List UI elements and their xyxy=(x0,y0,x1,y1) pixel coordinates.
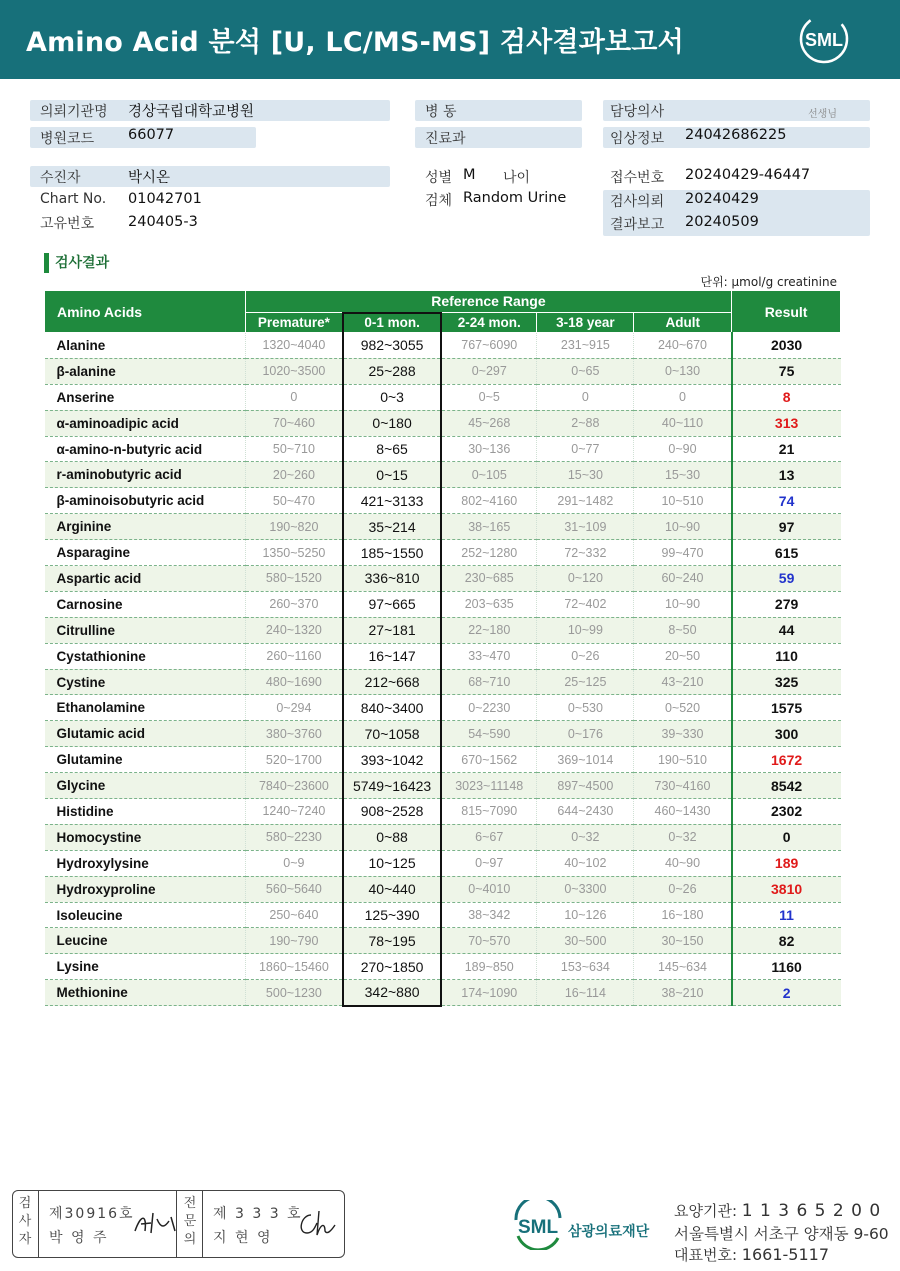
table-row xyxy=(45,721,841,747)
institution-code-value: 1 1 3 6 5 2 0 0 xyxy=(741,1201,882,1221)
reference-range-cell: 10~90 xyxy=(634,591,732,617)
reference-range-cell: 1320~4040 xyxy=(245,333,343,359)
tester-name: 박 영 주 xyxy=(49,1230,109,1246)
doctor-label: 담당의사 xyxy=(610,104,665,120)
reference-range-cell: 15~30 xyxy=(537,462,634,488)
result-value: 300 xyxy=(732,721,841,747)
reference-range-cell: 38~342 xyxy=(441,902,537,928)
reference-range-cell: 153~634 xyxy=(537,954,634,980)
table-row xyxy=(45,514,841,540)
reference-range-cell: 231~915 xyxy=(537,333,634,359)
amino-acid-name: β-aminoisobutyric acid xyxy=(45,488,246,514)
reference-range-cell: 802~4160 xyxy=(441,488,537,514)
amino-acid-name: Hydroxyproline xyxy=(45,876,246,902)
amino-acid-name: Leucine xyxy=(45,928,246,954)
reference-range-cell: 0 xyxy=(537,384,634,410)
reference-range-cell: 185~1550 xyxy=(343,540,441,566)
amino-acid-name: Glutamic acid xyxy=(45,721,246,747)
specialist-license: 제 3 3 3 호 xyxy=(213,1206,303,1222)
report-header xyxy=(0,0,900,79)
reference-range-cell: 145~634 xyxy=(634,954,732,980)
reference-range-cell: 189~850 xyxy=(441,954,537,980)
reference-range-cell: 240~670 xyxy=(634,333,732,359)
reference-range-cell: 10~90 xyxy=(634,514,732,540)
result-value: 1160 xyxy=(732,954,841,980)
result-value: 2030 xyxy=(732,333,841,359)
reference-range-cell: 250~640 xyxy=(245,902,343,928)
header-logo-text: SML xyxy=(805,30,843,50)
institution-value: 경상국립대학교병원 xyxy=(128,104,255,120)
reference-range-cell: 212~668 xyxy=(343,669,441,695)
hospital-code-label: 병원코드 xyxy=(40,131,95,147)
reference-range-cell: 0~4010 xyxy=(441,876,537,902)
specialist-vertical-label: 전 문 의 xyxy=(183,1196,197,1247)
doctor-suffix: 선생님 xyxy=(808,109,837,120)
reference-range-cell: 0~297 xyxy=(441,358,537,384)
reference-range-cell: 15~30 xyxy=(634,462,732,488)
reference-range-cell: 50~470 xyxy=(245,488,343,514)
patient-name-label: 수진자 xyxy=(40,170,81,186)
reference-range-cell: 670~1562 xyxy=(441,747,537,773)
result-value: 1575 xyxy=(732,695,841,721)
reference-range-cell: 0~5 xyxy=(441,384,537,410)
result-value: 8 xyxy=(732,384,841,410)
reference-range-cell: 982~3055 xyxy=(343,333,441,359)
specialist-name: 지 현 영 xyxy=(213,1230,273,1246)
reference-range-cell: 45~268 xyxy=(441,410,537,436)
reference-range-cell: 70~570 xyxy=(441,928,537,954)
reference-range-cell: 8~50 xyxy=(634,617,732,643)
reference-range-cell: 0~105 xyxy=(441,462,537,488)
reference-range-cell: 0~2230 xyxy=(441,695,537,721)
tester-vertical-label: 검 사 자 xyxy=(18,1196,32,1247)
reference-range-cell: 40~102 xyxy=(537,850,634,876)
results-table xyxy=(44,290,841,1007)
reference-range-cell: 240~1320 xyxy=(245,617,343,643)
sml-logo-icon xyxy=(798,13,850,65)
reference-range-cell: 8~65 xyxy=(343,436,441,462)
reference-range-cell: 1020~3500 xyxy=(245,358,343,384)
table-row xyxy=(45,902,841,928)
amino-acid-name: Cystine xyxy=(45,669,246,695)
reference-range-cell: 230~685 xyxy=(441,566,537,592)
reference-range-cell: 10~510 xyxy=(634,488,732,514)
request-value: 20240429 xyxy=(685,191,759,207)
result-value: 189 xyxy=(732,850,841,876)
reference-range-cell: 16~180 xyxy=(634,902,732,928)
amino-acid-name: Methionine xyxy=(45,980,246,1006)
table-row xyxy=(45,436,841,462)
reference-range-cell: 190~510 xyxy=(634,747,732,773)
reference-range-cell: 0~65 xyxy=(537,358,634,384)
reference-range-cell: 0 xyxy=(245,384,343,410)
reference-range-cell: 270~1850 xyxy=(343,954,441,980)
reference-range-cell: 68~710 xyxy=(441,669,537,695)
reference-range-cell: 260~370 xyxy=(245,591,343,617)
col-premature: Premature* xyxy=(245,313,343,333)
reference-range-cell: 0~9 xyxy=(245,850,343,876)
reference-range-cell: 40~90 xyxy=(634,850,732,876)
footer-sml-logo-icon xyxy=(508,1200,568,1250)
table-row xyxy=(45,850,841,876)
table-row xyxy=(45,695,841,721)
reference-range-cell: 460~1430 xyxy=(634,799,732,825)
table-row xyxy=(45,540,841,566)
reference-range-cell: 369~1014 xyxy=(537,747,634,773)
reference-range-cell: 203~635 xyxy=(441,591,537,617)
amino-acid-name: α-aminoadipic acid xyxy=(45,410,246,436)
reference-range-cell: 644~2430 xyxy=(537,799,634,825)
table-row xyxy=(45,980,841,1006)
amino-acid-name: Alanine xyxy=(45,333,246,359)
result-value: 8542 xyxy=(732,773,841,799)
result-value: 615 xyxy=(732,540,841,566)
reference-range-cell: 1240~7240 xyxy=(245,799,343,825)
reference-range-cell: 50~710 xyxy=(245,436,343,462)
amino-acid-name: Glycine xyxy=(45,773,246,799)
reference-range-cell: 421~3133 xyxy=(343,488,441,514)
phone xyxy=(674,1244,829,1265)
col-3-18-year: 3-18 year xyxy=(537,313,634,333)
amino-acid-name: Hydroxylysine xyxy=(45,850,246,876)
result-value: 75 xyxy=(732,358,841,384)
reference-range-cell: 0~530 xyxy=(537,695,634,721)
results-body xyxy=(45,333,841,1006)
reference-range-cell: 0~77 xyxy=(537,436,634,462)
reference-range-cell: 0~88 xyxy=(343,824,441,850)
table-row xyxy=(45,824,841,850)
reference-range-cell: 3023~11148 xyxy=(441,773,537,799)
unique-no-value: 240405-3 xyxy=(128,214,198,230)
reference-range-cell: 0~130 xyxy=(634,358,732,384)
table-row xyxy=(45,333,841,359)
institution-code-label: 요양기관: xyxy=(674,1202,738,1220)
table-row xyxy=(45,643,841,669)
reference-range-cell: 38~210 xyxy=(634,980,732,1006)
reference-range-cell: 40~440 xyxy=(343,876,441,902)
table-row xyxy=(45,747,841,773)
reference-range-cell: 70~1058 xyxy=(343,721,441,747)
result-value: 313 xyxy=(732,410,841,436)
result-value: 11 xyxy=(732,902,841,928)
patient-name-value: 박시온 xyxy=(128,170,171,186)
report-label: 결과보고 xyxy=(610,217,665,233)
reference-range-cell: 260~1160 xyxy=(245,643,343,669)
unit-label: 단위: μmol/g creatinine xyxy=(700,275,837,289)
reference-range-cell: 0~32 xyxy=(537,824,634,850)
reference-range-cell: 840~3400 xyxy=(343,695,441,721)
amino-acid-name: r-aminobutyric acid xyxy=(45,462,246,488)
reference-range-cell: 480~1690 xyxy=(245,669,343,695)
reference-range-cell: 78~195 xyxy=(343,928,441,954)
result-value: 279 xyxy=(732,591,841,617)
signature-box xyxy=(12,1190,345,1258)
reference-range-cell: 730~4160 xyxy=(634,773,732,799)
amino-acid-name: Glutamine xyxy=(45,747,246,773)
reference-range-cell: 190~820 xyxy=(245,514,343,540)
reference-range-cell: 174~1090 xyxy=(441,980,537,1006)
reference-range-cell: 54~590 xyxy=(441,721,537,747)
reference-range-cell: 0 xyxy=(634,384,732,410)
reference-range-cell: 380~3760 xyxy=(245,721,343,747)
institution-code xyxy=(674,1200,881,1221)
reference-range-cell: 252~1280 xyxy=(441,540,537,566)
reference-range-cell: 10~99 xyxy=(537,617,634,643)
clinical-value: 24042686225 xyxy=(685,127,787,143)
reference-range-cell: 520~1700 xyxy=(245,747,343,773)
result-value: 110 xyxy=(732,643,841,669)
reference-range-cell: 35~214 xyxy=(343,514,441,540)
reference-range-cell: 0~90 xyxy=(634,436,732,462)
table-row xyxy=(45,566,841,592)
table-row xyxy=(45,591,841,617)
reference-range-cell: 897~4500 xyxy=(537,773,634,799)
table-row xyxy=(45,876,841,902)
amino-acid-name: Homocystine xyxy=(45,824,246,850)
reference-range-cell: 72~332 xyxy=(537,540,634,566)
reference-range-cell: 767~6090 xyxy=(441,333,537,359)
reference-range-cell: 291~1482 xyxy=(537,488,634,514)
amino-acid-name: α-amino-n-butyric acid xyxy=(45,436,246,462)
section-title: 검사결과 xyxy=(44,253,109,273)
amino-acid-name: Citrulline xyxy=(45,617,246,643)
reference-range-cell: 25~125 xyxy=(537,669,634,695)
reference-range-cell: 25~288 xyxy=(343,358,441,384)
reference-range-cell: 0~15 xyxy=(343,462,441,488)
reference-range-cell: 580~2230 xyxy=(245,824,343,850)
reference-range-cell: 22~180 xyxy=(441,617,537,643)
org-name: 삼광의료재단 xyxy=(568,1224,650,1240)
receipt-label: 접수번호 xyxy=(610,170,665,186)
reference-range-cell: 560~5640 xyxy=(245,876,343,902)
sex-value: M xyxy=(463,167,476,183)
specimen-label: 검체 xyxy=(425,193,453,209)
result-value: 21 xyxy=(732,436,841,462)
reference-range-cell: 342~880 xyxy=(343,980,441,1006)
institution-label: 의뢰기관명 xyxy=(40,104,108,120)
reference-range-cell: 393~1042 xyxy=(343,747,441,773)
col-2-24-mon: 2-24 mon. xyxy=(441,313,537,333)
reference-range-cell: 2~88 xyxy=(537,410,634,436)
sex-label: 성별 xyxy=(425,170,453,186)
reference-range-cell: 20~260 xyxy=(245,462,343,488)
table-row xyxy=(45,617,841,643)
reference-range-cell: 580~1520 xyxy=(245,566,343,592)
reference-range-cell: 815~7090 xyxy=(441,799,537,825)
reference-range-cell: 0~294 xyxy=(245,695,343,721)
amino-acid-name: Anserine xyxy=(45,384,246,410)
unique-no-label: 고유번호 xyxy=(40,216,95,232)
amino-acid-name: Asparagine xyxy=(45,540,246,566)
result-value: 59 xyxy=(732,566,841,592)
report-title: Amino Acid 분석 [U, LC/MS-MS] 검사결과보고서 xyxy=(26,27,684,58)
amino-acid-name: Cystathionine xyxy=(45,643,246,669)
reference-range-cell: 0~120 xyxy=(537,566,634,592)
receipt-value: 20240429-46447 xyxy=(685,167,811,183)
reference-range-cell: 908~2528 xyxy=(343,799,441,825)
reference-range-cell: 190~790 xyxy=(245,928,343,954)
reference-range-cell: 1860~15460 xyxy=(245,954,343,980)
result-value: 97 xyxy=(732,514,841,540)
reference-range-cell: 33~470 xyxy=(441,643,537,669)
amino-acid-name: Histidine xyxy=(45,799,246,825)
table-row xyxy=(45,488,841,514)
reference-range-cell: 6~67 xyxy=(441,824,537,850)
col-adult: Adult xyxy=(634,313,732,333)
result-value: 74 xyxy=(732,488,841,514)
reference-range-cell: 0~180 xyxy=(343,410,441,436)
reference-range-cell: 336~810 xyxy=(343,566,441,592)
result-value: 1672 xyxy=(732,747,841,773)
amino-acid-name: Lysine xyxy=(45,954,246,980)
amino-acid-name: Carnosine xyxy=(45,591,246,617)
reference-range-cell: 39~330 xyxy=(634,721,732,747)
reference-range-cell: 31~109 xyxy=(537,514,634,540)
reference-range-cell: 0~520 xyxy=(634,695,732,721)
ward-label: 병 동 xyxy=(425,104,457,120)
col-amino-acids: Amino Acids xyxy=(45,291,246,333)
reference-range-cell: 0~3300 xyxy=(537,876,634,902)
clinical-label: 임상정보 xyxy=(610,131,665,147)
reference-range-cell: 16~114 xyxy=(537,980,634,1006)
reference-range-cell: 72~402 xyxy=(537,591,634,617)
table-row xyxy=(45,773,841,799)
reference-range-cell: 0~26 xyxy=(634,876,732,902)
tester-signature-icon xyxy=(131,1209,181,1239)
reference-range-cell: 30~150 xyxy=(634,928,732,954)
table-row xyxy=(45,358,841,384)
result-value: 2302 xyxy=(732,799,841,825)
reference-range-cell: 97~665 xyxy=(343,591,441,617)
result-value: 2 xyxy=(732,980,841,1006)
reference-range-cell: 43~210 xyxy=(634,669,732,695)
org-address: 서울특별시 서초구 양재동 9-60 xyxy=(674,1225,889,1243)
reference-range-cell: 60~240 xyxy=(634,566,732,592)
table-row xyxy=(45,462,841,488)
table-row xyxy=(45,410,841,436)
reference-range-cell: 7840~23600 xyxy=(245,773,343,799)
dept-label: 진료과 xyxy=(425,131,466,147)
request-label: 검사의뢰 xyxy=(610,194,665,210)
amino-acid-name: β-alanine xyxy=(45,358,246,384)
specialist-signature-icon xyxy=(293,1207,341,1241)
chart-no-value: 01042701 xyxy=(128,191,202,207)
report-value: 20240509 xyxy=(685,214,759,230)
reference-range-cell: 30~500 xyxy=(537,928,634,954)
reference-range-cell: 5749~16423 xyxy=(343,773,441,799)
amino-acid-name: Arginine xyxy=(45,514,246,540)
table-row xyxy=(45,954,841,980)
table-row xyxy=(45,384,841,410)
amino-acid-name: Aspartic acid xyxy=(45,566,246,592)
amino-acid-name: Isoleucine xyxy=(45,902,246,928)
tester-license: 제30916호 xyxy=(49,1206,135,1222)
reference-range-cell: 27~181 xyxy=(343,617,441,643)
result-value: 325 xyxy=(732,669,841,695)
patient-name-bar xyxy=(30,166,390,187)
col-result: Result xyxy=(732,291,841,333)
result-value: 82 xyxy=(732,928,841,954)
result-value: 13 xyxy=(732,462,841,488)
col-reference-range: Reference Range xyxy=(245,291,731,313)
table-row xyxy=(45,669,841,695)
table-row xyxy=(45,928,841,954)
reference-range-cell: 0~32 xyxy=(634,824,732,850)
col-0-1-mon: 0-1 mon. xyxy=(343,313,441,333)
reference-range-cell: 0~176 xyxy=(537,721,634,747)
age-label: 나이 xyxy=(503,170,531,186)
reference-range-cell: 20~50 xyxy=(634,643,732,669)
amino-acid-name: Ethanolamine xyxy=(45,695,246,721)
result-value: 3810 xyxy=(732,876,841,902)
phone-label: 대표번호: xyxy=(674,1246,738,1264)
reference-range-cell: 500~1230 xyxy=(245,980,343,1006)
reference-range-cell: 10~126 xyxy=(537,902,634,928)
hospital-code-value: 66077 xyxy=(128,127,175,143)
reference-range-cell: 40~110 xyxy=(634,410,732,436)
footer-logo-text: SML xyxy=(517,1217,559,1238)
specimen-value: Random Urine xyxy=(463,190,567,206)
reference-range-cell: 99~470 xyxy=(634,540,732,566)
result-value: 44 xyxy=(732,617,841,643)
reference-range-cell: 30~136 xyxy=(441,436,537,462)
reference-range-cell: 38~165 xyxy=(441,514,537,540)
reference-range-cell: 1350~5250 xyxy=(245,540,343,566)
table-row xyxy=(45,799,841,825)
reference-range-cell: 125~390 xyxy=(343,902,441,928)
reference-range-cell: 70~460 xyxy=(245,410,343,436)
reference-range-cell: 0~26 xyxy=(537,643,634,669)
reference-range-cell: 0~3 xyxy=(343,384,441,410)
reference-range-cell: 0~97 xyxy=(441,850,537,876)
reference-range-cell: 16~147 xyxy=(343,643,441,669)
reference-range-cell: 10~125 xyxy=(343,850,441,876)
chart-no-label: Chart No. xyxy=(40,191,107,207)
phone-value: 1661-5117 xyxy=(741,1245,830,1264)
result-value: 0 xyxy=(732,824,841,850)
